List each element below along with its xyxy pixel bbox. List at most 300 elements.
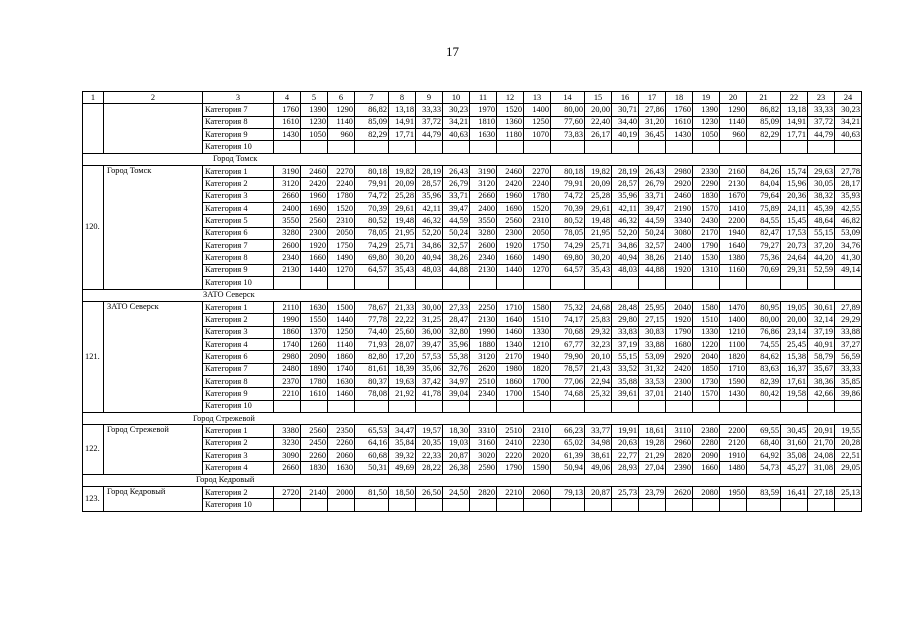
value-cell: 15,38 [781, 351, 808, 363]
value-cell: 84,26 [747, 166, 781, 178]
value-cell: 42,11 [416, 203, 443, 215]
value-cell: 15,96 [781, 178, 808, 190]
section-banner [83, 289, 862, 301]
value-cell [328, 499, 355, 511]
value-cell: 1360 [497, 116, 524, 128]
value-cell: 19,91 [612, 425, 639, 437]
value-cell [389, 400, 416, 412]
value-cell: 1960 [497, 190, 524, 202]
value-cell: 1790 [666, 326, 693, 338]
value-cell: 38,26 [639, 252, 666, 264]
value-cell: 1520 [328, 203, 355, 215]
value-cell: 21,43 [585, 363, 612, 375]
value-cell: 33,88 [639, 338, 666, 350]
value-cell: 20,28 [835, 437, 862, 449]
section-banner-row [83, 474, 862, 486]
value-cell: 54,73 [747, 462, 781, 474]
value-cell: 77,60 [551, 116, 585, 128]
value-cell: 83,59 [747, 487, 781, 499]
value-cell: 19,48 [585, 215, 612, 227]
value-cell [301, 400, 328, 412]
category-cell: Категория 2 [203, 314, 274, 326]
table-row [83, 301, 862, 313]
value-cell: 1430 [274, 129, 301, 141]
value-cell: 21,33 [389, 301, 416, 313]
value-cell: 60,68 [355, 449, 389, 461]
value-cell: 27,86 [639, 104, 666, 116]
value-cell [693, 141, 720, 153]
value-cell: 37,20 [808, 240, 835, 252]
value-cell: 27,78 [835, 166, 862, 178]
value-cell: 33,33 [416, 104, 443, 116]
column-header: 6 [328, 92, 355, 104]
value-cell: 28,07 [389, 338, 416, 350]
value-cell: 3120 [470, 178, 497, 190]
value-cell: 2600 [470, 240, 497, 252]
value-cell: 1630 [470, 129, 497, 141]
value-cell: 2140 [666, 252, 693, 264]
value-cell [835, 400, 862, 412]
value-cell: 1610 [301, 388, 328, 400]
value-cell [693, 400, 720, 412]
value-cell: 2280 [693, 437, 720, 449]
value-cell: 37,72 [808, 116, 835, 128]
value-cell: 56,59 [835, 351, 862, 363]
value-cell: 78,05 [355, 227, 389, 239]
category-cell: Категория 2 [203, 487, 274, 499]
value-cell [497, 277, 524, 289]
table-body [83, 92, 862, 512]
table-row [83, 166, 862, 178]
value-cell [551, 400, 585, 412]
value-cell: 80,00 [551, 104, 585, 116]
category-cell: Категория 7 [203, 104, 274, 116]
value-cell [747, 141, 781, 153]
column-header: 24 [835, 92, 862, 104]
value-cell: 1490 [328, 252, 355, 264]
value-cell: 19,28 [639, 437, 666, 449]
value-cell: 1710 [720, 363, 747, 375]
value-cell: 38,32 [808, 190, 835, 202]
value-cell: 1920 [666, 314, 693, 326]
value-cell [389, 141, 416, 153]
value-cell: 2300 [301, 227, 328, 239]
value-cell: 1400 [720, 314, 747, 326]
value-cell: 1640 [720, 240, 747, 252]
value-cell: 50,31 [355, 462, 389, 474]
value-cell: 28,48 [612, 301, 639, 313]
value-cell: 1590 [720, 375, 747, 387]
category-cell: Категория 3 [203, 190, 274, 202]
value-cell: 2370 [274, 375, 301, 387]
column-header: 8 [389, 92, 416, 104]
value-cell: 52,20 [416, 227, 443, 239]
value-cell: 80,37 [355, 375, 389, 387]
value-cell: 84,04 [747, 178, 781, 190]
value-cell: 46,32 [612, 215, 639, 227]
value-cell: 3020 [470, 449, 497, 461]
value-cell: 36,45 [639, 129, 666, 141]
section-banner-row [83, 153, 862, 165]
value-cell: 64,57 [551, 264, 585, 276]
value-cell: 1630 [328, 462, 355, 474]
value-cell: 20,87 [443, 449, 470, 461]
value-cell: 34,86 [612, 240, 639, 252]
value-cell: 1640 [497, 314, 524, 326]
value-cell: 29,29 [835, 314, 862, 326]
value-cell: 2560 [497, 215, 524, 227]
value-cell: 74,55 [747, 338, 781, 350]
value-cell: 1480 [720, 462, 747, 474]
value-cell: 80,95 [747, 301, 781, 313]
value-cell: 82,47 [747, 227, 781, 239]
value-cell: 2050 [524, 227, 551, 239]
value-cell: 33,33 [808, 104, 835, 116]
value-cell [551, 141, 585, 153]
category-cell: Категория 10 [203, 141, 274, 153]
value-cell: 65,53 [355, 425, 389, 437]
value-cell: 28,57 [612, 178, 639, 190]
column-header: 23 [808, 92, 835, 104]
value-cell: 1790 [693, 240, 720, 252]
value-cell: 70,69 [747, 264, 781, 276]
value-cell: 64,57 [355, 264, 389, 276]
value-cell: 17,61 [781, 375, 808, 387]
value-cell: 1670 [720, 190, 747, 202]
value-cell: 31,08 [808, 462, 835, 474]
value-cell: 2960 [666, 437, 693, 449]
value-cell: 77,78 [355, 314, 389, 326]
value-cell [443, 277, 470, 289]
value-cell: 33,71 [639, 190, 666, 202]
value-cell: 45,27 [781, 462, 808, 474]
value-cell: 1470 [720, 301, 747, 313]
value-cell: 1590 [524, 462, 551, 474]
value-cell: 26,79 [443, 178, 470, 190]
value-cell: 75,36 [747, 252, 781, 264]
value-cell: 1830 [693, 190, 720, 202]
value-cell: 1820 [720, 351, 747, 363]
value-cell: 3230 [274, 437, 301, 449]
value-cell: 1370 [301, 326, 328, 338]
value-cell: 1070 [524, 129, 551, 141]
value-cell [693, 499, 720, 511]
value-cell: 74,29 [551, 240, 585, 252]
value-cell: 16,41 [781, 487, 808, 499]
value-cell [497, 141, 524, 153]
value-cell [666, 277, 693, 289]
value-cell: 25,28 [389, 190, 416, 202]
value-cell: 34,86 [416, 240, 443, 252]
value-cell: 1660 [497, 252, 524, 264]
value-cell [781, 277, 808, 289]
value-cell: 960 [328, 129, 355, 141]
value-cell: 1250 [524, 116, 551, 128]
category-cell: Категория 7 [203, 240, 274, 252]
value-cell: 30,05 [808, 178, 835, 190]
value-cell: 2510 [497, 425, 524, 437]
value-cell: 1220 [693, 338, 720, 350]
value-cell: 82,29 [355, 129, 389, 141]
value-cell: 1740 [274, 338, 301, 350]
value-cell: 3110 [666, 425, 693, 437]
value-cell: 2200 [720, 215, 747, 227]
value-cell: 20,91 [808, 425, 835, 437]
value-cell: 28,22 [416, 462, 443, 474]
value-cell [808, 141, 835, 153]
value-cell: 1630 [301, 301, 328, 313]
value-cell: 1260 [301, 338, 328, 350]
column-header: 5 [301, 92, 328, 104]
column-header: 4 [274, 92, 301, 104]
value-cell: 35,06 [416, 363, 443, 375]
value-cell: 1270 [524, 264, 551, 276]
value-cell: 48,03 [416, 264, 443, 276]
value-cell: 1610 [666, 116, 693, 128]
value-cell: 30,23 [443, 104, 470, 116]
value-cell: 1290 [720, 104, 747, 116]
value-cell: 22,77 [612, 449, 639, 461]
value-cell: 1860 [497, 375, 524, 387]
value-cell: 39,32 [389, 449, 416, 461]
value-cell: 24,50 [443, 487, 470, 499]
value-cell [781, 141, 808, 153]
value-cell: 84,62 [747, 351, 781, 363]
value-cell [470, 141, 497, 153]
value-cell: 48,64 [808, 215, 835, 227]
value-cell: 13,18 [389, 104, 416, 116]
value-cell: 1890 [301, 363, 328, 375]
value-cell: 64,16 [355, 437, 389, 449]
value-cell: 39,47 [416, 338, 443, 350]
value-cell: 19,63 [389, 375, 416, 387]
value-cell: 24,11 [781, 203, 808, 215]
value-cell: 2240 [328, 178, 355, 190]
value-cell: 1430 [720, 388, 747, 400]
value-cell: 2310 [524, 215, 551, 227]
value-cell: 3090 [274, 449, 301, 461]
value-cell: 71,93 [355, 338, 389, 350]
value-cell: 2200 [720, 425, 747, 437]
value-cell: 37,19 [808, 326, 835, 338]
value-cell: 48,03 [612, 264, 639, 276]
value-cell: 25,45 [781, 338, 808, 350]
value-cell: 31,25 [416, 314, 443, 326]
value-cell: 1510 [524, 314, 551, 326]
value-cell: 46,82 [835, 215, 862, 227]
value-cell: 1330 [524, 326, 551, 338]
section-banner-text: Город Стрежевой [193, 413, 255, 423]
value-cell: 82,39 [747, 375, 781, 387]
section-banner-text: Город Кедровый [196, 475, 255, 485]
value-cell: 1310 [693, 264, 720, 276]
category-cell: Категория 8 [203, 375, 274, 387]
value-cell: 44,88 [443, 264, 470, 276]
value-cell [720, 499, 747, 511]
table-row [83, 104, 862, 116]
value-cell: 2090 [693, 449, 720, 461]
value-cell [666, 400, 693, 412]
value-cell [747, 277, 781, 289]
value-cell: 50,94 [551, 462, 585, 474]
value-cell: 1400 [524, 104, 551, 116]
value-cell: 20,36 [781, 190, 808, 202]
category-cell: Категория 1 [203, 166, 274, 178]
value-cell: 20,09 [389, 178, 416, 190]
value-cell: 2300 [666, 375, 693, 387]
value-cell: 20,63 [612, 437, 639, 449]
value-cell: 2260 [328, 437, 355, 449]
value-cell: 1740 [328, 363, 355, 375]
value-cell: 19,55 [835, 425, 862, 437]
value-cell: 33,71 [443, 190, 470, 202]
value-cell: 2210 [497, 487, 524, 499]
column-header: 3 [203, 92, 274, 104]
value-cell: 30,61 [808, 301, 835, 313]
value-cell: 1390 [301, 104, 328, 116]
value-cell: 26,17 [585, 129, 612, 141]
table-row [83, 487, 862, 499]
value-cell: 25,13 [835, 487, 862, 499]
value-cell: 18,30 [443, 425, 470, 437]
value-cell: 2040 [693, 351, 720, 363]
value-cell: 19,05 [781, 301, 808, 313]
value-cell: 67,77 [551, 338, 585, 350]
value-cell: 35,93 [835, 190, 862, 202]
value-cell: 1970 [470, 104, 497, 116]
value-cell: 1160 [720, 264, 747, 276]
value-cell: 2510 [470, 375, 497, 387]
value-cell: 79,91 [551, 178, 585, 190]
value-cell: 1920 [497, 240, 524, 252]
value-cell: 2060 [524, 487, 551, 499]
value-cell: 2130 [470, 314, 497, 326]
value-cell: 1050 [301, 129, 328, 141]
value-cell [639, 400, 666, 412]
category-cell: Категория 10 [203, 499, 274, 511]
value-cell: 2920 [666, 351, 693, 363]
value-cell: 2110 [274, 301, 301, 313]
value-cell: 2460 [497, 166, 524, 178]
category-cell: Категория 10 [203, 277, 274, 289]
category-cell: Категория 2 [203, 437, 274, 449]
value-cell: 1570 [693, 388, 720, 400]
value-cell: 3340 [666, 215, 693, 227]
value-cell: 22,22 [389, 314, 416, 326]
value-cell: 1530 [693, 252, 720, 264]
value-cell [355, 141, 389, 153]
value-cell: 26,43 [639, 166, 666, 178]
value-cell [612, 400, 639, 412]
value-cell: 74,17 [551, 314, 585, 326]
value-cell [639, 499, 666, 511]
value-cell: 17,53 [781, 227, 808, 239]
section-banner-text: Город Томск [213, 154, 258, 164]
value-cell: 1460 [497, 326, 524, 338]
value-cell: 1380 [720, 252, 747, 264]
value-cell: 13,18 [781, 104, 808, 116]
category-cell: Категория 6 [203, 351, 274, 363]
value-cell: 39,47 [443, 203, 470, 215]
value-cell: 21,95 [389, 227, 416, 239]
value-cell: 53,09 [639, 351, 666, 363]
value-cell: 80,42 [747, 388, 781, 400]
value-cell: 33,83 [612, 326, 639, 338]
value-cell: 2290 [693, 178, 720, 190]
value-cell: 30,23 [835, 104, 862, 116]
value-cell: 2170 [497, 351, 524, 363]
value-cell: 15,45 [781, 215, 808, 227]
value-cell: 38,61 [585, 449, 612, 461]
value-cell: 20,35 [416, 437, 443, 449]
value-cell: 21,29 [639, 449, 666, 461]
value-cell: 39,86 [835, 388, 862, 400]
value-cell: 44,79 [808, 129, 835, 141]
value-cell: 2430 [693, 215, 720, 227]
value-cell: 1950 [720, 487, 747, 499]
value-cell: 1500 [328, 301, 355, 313]
value-cell [808, 400, 835, 412]
value-cell [274, 499, 301, 511]
value-cell: 38,26 [443, 252, 470, 264]
value-cell: 79,64 [747, 190, 781, 202]
value-cell: 29,63 [808, 166, 835, 178]
value-cell [781, 400, 808, 412]
category-cell: Категория 2 [203, 178, 274, 190]
value-cell: 32,80 [443, 326, 470, 338]
value-cell [551, 499, 585, 511]
value-cell: 76,86 [747, 326, 781, 338]
value-cell: 3550 [274, 215, 301, 227]
row-number-cell: 122. [83, 425, 104, 474]
value-cell: 2820 [666, 449, 693, 461]
value-cell: 79,13 [551, 487, 585, 499]
value-cell: 74,72 [551, 190, 585, 202]
value-cell: 80,52 [355, 215, 389, 227]
value-cell: 20,09 [585, 178, 612, 190]
value-cell: 64,92 [747, 449, 781, 461]
value-cell: 2160 [720, 166, 747, 178]
value-cell: 1940 [720, 227, 747, 239]
value-cell: 2400 [274, 203, 301, 215]
value-cell: 44,59 [443, 215, 470, 227]
value-cell: 3280 [274, 227, 301, 239]
column-header: 16 [612, 92, 639, 104]
value-cell: 70,39 [551, 203, 585, 215]
value-cell [416, 400, 443, 412]
value-cell: 1690 [301, 203, 328, 215]
column-header: 11 [470, 92, 497, 104]
value-cell: 45,39 [808, 203, 835, 215]
value-cell: 2120 [720, 437, 747, 449]
value-cell: 61,39 [551, 449, 585, 461]
value-cell: 3120 [274, 178, 301, 190]
column-header: 2 [104, 92, 203, 104]
value-cell: 1990 [470, 326, 497, 338]
value-cell: 20,00 [781, 314, 808, 326]
value-cell: 28,93 [612, 462, 639, 474]
column-header: 15 [585, 92, 612, 104]
value-cell: 20,73 [781, 240, 808, 252]
value-cell [808, 277, 835, 289]
value-cell: 19,82 [585, 166, 612, 178]
table-row [83, 425, 862, 437]
value-cell: 40,63 [835, 129, 862, 141]
value-cell [808, 499, 835, 511]
value-cell: 2350 [328, 425, 355, 437]
section-banner-row [83, 412, 862, 424]
value-cell: 49,69 [389, 462, 416, 474]
